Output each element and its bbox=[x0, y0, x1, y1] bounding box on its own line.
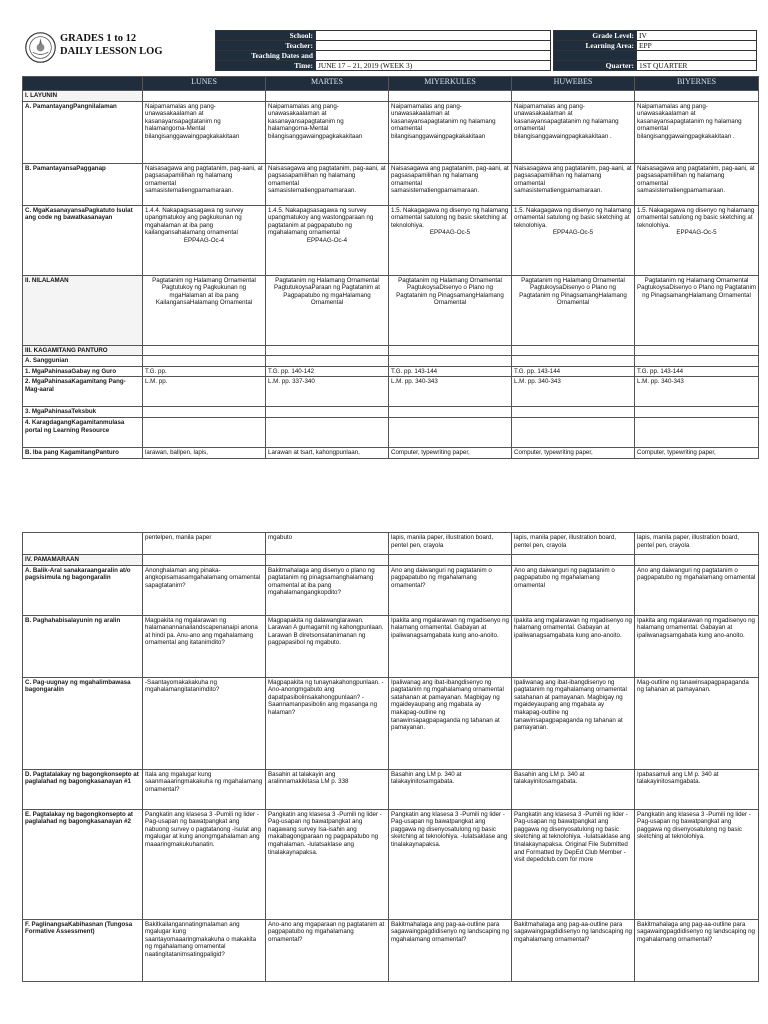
row-label: 3. MgaPahinasaTeksbuk bbox=[23, 407, 143, 418]
table-cell: Naipamamalas ang pang-unawasakaalaman at kasanayansapagtatanim ng halamangorna-Mental bilangisanggawaingpagkakakitaan bbox=[266, 101, 389, 163]
quarter-value: 1ST QUARTER bbox=[637, 61, 757, 71]
deped-seal-icon bbox=[25, 32, 56, 63]
table-row bbox=[23, 809, 759, 919]
row-label: 4. KaragdagangKagamitanmulasa portal ng Learning Resource bbox=[23, 417, 143, 447]
table-cell: Basahin ang LM p. 340 at talakayinitosamgabata. bbox=[389, 769, 512, 809]
competency-code: EPP4AG-Oc-5 bbox=[676, 229, 717, 237]
competency-code: EPP4AG-Oc-4 bbox=[183, 236, 225, 244]
table-row bbox=[23, 407, 759, 418]
table-cell: Magpapakita ng dalawanglarawan. Larawan A gumagamit ng kahongpunlaan. Larawan B diretsonsatanimanan ng pagpapasibol ng mgabuto. bbox=[266, 615, 389, 677]
table-cell: Pagtatanim ng Halamang Ornamental PagtutukoysaParaan ng Pagtatanim at Pagpapatubo ng mgaHalamang Ornamental bbox=[266, 275, 389, 345]
table-row bbox=[23, 919, 759, 981]
table-cell: Computer, typewriting paper, bbox=[635, 447, 759, 458]
table-cell: Ano ang daiwanguri ng pagtatanim o pagpapatubo ng mgahalamang ornamental bbox=[635, 565, 759, 615]
table-cell bbox=[635, 205, 759, 275]
table-cell: T.G. pp. bbox=[143, 366, 266, 377]
row-label: B. Paghahabisalayunin ng aralin bbox=[23, 615, 143, 677]
table-cell: Pangkatin ang klasesa 3 -Pumili ng lider -Pag-usapan ng bawatpangkat ang nagawang survey Isa-isahin ang makabagongparaan ng pagpapatubo ng mgahalaman. -Iulatsaklase ang tinalakaynapaksa. bbox=[266, 809, 389, 919]
table-cell: Pangkatin ang klasesa 3 -Pumili ng lider -Pag-usapan ng bawatpangkat ang nabuong survey o pagtatanong -Isulat ang mgalugar at kung anongmgahalaman ang maaaringmakukuhanatin. bbox=[143, 809, 266, 919]
table-cell: mgabuto bbox=[266, 533, 389, 555]
table-cell: Bakitkailangannatingmalaman ang mgalugar kung saantayomaaaringmakakuha o makakita ng mgahalamang ornamental naatingitatanimsatingpaligid? bbox=[143, 919, 266, 981]
table-cell: Itala ang mgalugar kung saanmaaaringmakakuha ng mgahalamang ornamental? bbox=[143, 769, 266, 809]
section-kagamitang: III. KAGAMITANG PANTURO bbox=[23, 345, 143, 356]
row-label: B. PamantayansaPagganap bbox=[23, 163, 143, 205]
table-cell: Naipamamalas ang pang-unawasakaalaman at kasanayansapagtatanim ng halamang ornamental bilangisanggawaingpagkakakitaan bbox=[389, 101, 512, 163]
table-cell: Computer, typewriting paper, bbox=[389, 447, 512, 458]
quarter-label: Quarter: bbox=[554, 61, 637, 71]
table-cell: Bakitmahalaga ang disenyo o plano ng pagtatanim ng pinagsamanghalamang ornamental at iba pang mgahalamangangkopdito? bbox=[266, 565, 389, 615]
row-label: F. PaglinangsaKabihasnan (Tungosa Formative Assessment) bbox=[23, 919, 143, 981]
table-row bbox=[23, 615, 759, 677]
school-label: School: bbox=[216, 31, 316, 41]
table-cell: Naisasagawa ang pagtatanim, pag-aani, at pagsasapamilihan ng halamang ornamental samasistematiengpamamaraan. bbox=[389, 163, 512, 205]
table-cell: Naipamamalas ang pang-unawasakaalaman at kasanayansapagtatanim ng halamang ornamental bilangisanggawaingpagkakakitaan . bbox=[635, 101, 759, 163]
table-cell bbox=[143, 205, 266, 275]
section-layunin: I. LAYUNIN bbox=[23, 91, 143, 102]
section-row bbox=[23, 345, 759, 356]
table-cell: L.M. pp. 340-343 bbox=[389, 377, 512, 407]
table-cell bbox=[389, 205, 512, 275]
row-label: C. Pag-uugnay ng mgahalimbawasa bagongaralin bbox=[23, 677, 143, 769]
table-cell bbox=[512, 205, 635, 275]
table-cell: pentelpen, manila paper bbox=[143, 533, 266, 555]
table-cell: Ipaliwanag ang ibat-ibangdisenyo ng pagtatanim ng mgahalamang ornamental satahanan at pamayanan. Magbigay ng mgaideyaupang ang mgabata ay makapag-outline ng tanawinsapagpapaganda ng tahanan at pamayanan. bbox=[389, 677, 512, 769]
table-row bbox=[23, 677, 759, 769]
table-cell: -Saantayomakakakuha ng mgahalamangitatanimdito? bbox=[143, 677, 266, 769]
header-info-left bbox=[215, 30, 551, 71]
table-cell: Pangkatin ang klasesa 3 -Pumili ng lider -Pag-usapan ng bawatpangkat ang paggawa ng disenyosatulong ng basic sketching at teknolohiya. -Iulatsaklase ang tinalakaynapaksa. Original File Submitted and Formatted by DepEd Club Member - visit depedclub.com for more bbox=[512, 809, 635, 919]
table-cell: L.M. pp. 340-343 bbox=[512, 377, 635, 407]
competency-code: EPP4AG-Oc-5 bbox=[429, 229, 471, 237]
day-miyerkules: MIYERKULES bbox=[389, 77, 512, 91]
table-cell: Ipakita ang mgalarawan ng mgadisenyo ng halamang ornamental. Gabayan at ipaliwanagsamgabata kung ano-anoito. bbox=[512, 615, 635, 677]
table-row bbox=[23, 163, 759, 205]
table-row bbox=[23, 366, 759, 377]
table-cell: Pagtatanim ng Halamang Ornamental Pagtutukoy ng Pagkukunan ng mgaHalaman at iba pang KailangansaHalamang Ornamental bbox=[143, 275, 266, 345]
competency-text: 1.5. Nakagagawa ng disenyo ng halamang ornamental satulong ng basic sketching at teknolohiya. bbox=[514, 206, 632, 229]
table-cell: T.G. pp. 140-142 bbox=[266, 366, 389, 377]
learning-area-label: Learning Area: bbox=[554, 41, 637, 51]
table-cell: T.G. pp. 143-144 bbox=[512, 366, 635, 377]
table-row bbox=[23, 533, 759, 555]
table-row bbox=[23, 565, 759, 615]
day-huwebes: HUWEBES bbox=[512, 77, 635, 91]
table-row bbox=[23, 377, 759, 407]
title-line-2: DAILY LESSON LOG bbox=[60, 46, 163, 57]
table-cell: Naipamamalas ang pang-unawasakaalaman at kasanayansapagtatanim ng halamang ornamental bilangisanggawaingpagkakakitaan . bbox=[512, 101, 635, 163]
grade-level-value: IV bbox=[637, 31, 757, 41]
table-cell: Basahin at talakayin ang aralinnamakikitasa LM p. 338 bbox=[266, 769, 389, 809]
table-cell: Ipabasamuli ang LM p. 340 at talakayinitosamgabata. bbox=[635, 769, 759, 809]
dates-value: JUNE 17 – 21, 2019 (WEEK 3) bbox=[316, 61, 551, 71]
dates-label-2: Time: bbox=[216, 61, 316, 71]
table-cell: Naisasagawa ang pagtatanim, pag-aani, at pagsasapamilihan ng halamang ornamental samasistematiengpamamaraan. bbox=[635, 163, 759, 205]
table-cell: Computer, typewriting paper, bbox=[512, 447, 635, 458]
table-cell: Pagtatanim ng Halamang Ornamental PagtukoysaDisenyo o Plano ng Pagtatanim ng PinagsamangHalamang Ornamental bbox=[512, 275, 635, 345]
title-line-1: GRADES 1 to 12 bbox=[60, 33, 137, 44]
table-row bbox=[23, 769, 759, 809]
table-cell: lapis, manila paper, illustration board, pentel pen, crayola bbox=[512, 533, 635, 555]
table-cell: Bakitmahalaga ang pag-aa-outline para sagawaingpagdidisenyo ng landscaping ng mgahalamang ornamental? bbox=[389, 919, 512, 981]
row-label: 2. MgaPahinasaKagamitang Pang- Mag-aaral bbox=[23, 377, 143, 407]
row-label: E. Pagtalakay ng bagongkonsepto at paglalahad ng bagongkasanayan #2 bbox=[23, 809, 143, 919]
competency-text: 1.5. Nakagagawa ng disenyo ng halamang ornamental satulong ng basic sketching at teknolohiya. bbox=[391, 206, 509, 229]
table-cell: Mag-outline ng tanawinsapagpapaganda ng tahanan at pamayanan. bbox=[635, 677, 759, 769]
teacher-value bbox=[316, 41, 551, 51]
competency-code: EPP4AG-Oc-4 bbox=[306, 236, 348, 244]
table-cell: L.M. pp. bbox=[143, 377, 266, 407]
table-cell: Naipamamalas ang pang-unawasakaalaman at kasanayansapagtatanim ng halamangorna-Mental bilangisanggawaingpagkakakitaan bbox=[143, 101, 266, 163]
competency-code: EPP4AG-Oc-5 bbox=[552, 229, 594, 237]
table-cell: T.G. pp. 143-144 bbox=[635, 366, 759, 377]
section-row bbox=[23, 91, 759, 102]
table-cell: L.M. pp. 337-340 bbox=[266, 377, 389, 407]
section-row bbox=[23, 555, 759, 566]
table-cell: Ipakita ang mgalarawan ng mgadisenyo ng halamang ornamental. Gabayan at ipaliwanagsamgabata kung ano-anoito. bbox=[635, 615, 759, 677]
table-cell: Anonghalaman ang pinaka-angkopisamasamgahalamang ornamental sapagtatanim? bbox=[143, 565, 266, 615]
table-cell: Ipaliwanag ang ibat-ibangdisenyo ng pagtatanim ng mgahalamang ornamental satahanan at pamayanan. Magbigay ng mgaideyaupang ang mgabata ay makapag-outline ng tanawinsapagpapaganda ng tahanan at pamayanan. bbox=[512, 677, 635, 769]
table-cell: Naisasagawa ang pagtatanim, pag-aani, at pagsasapamilihan ng halamang ornamental samasistematiengpamamaraan. bbox=[512, 163, 635, 205]
row-label: A. Balik-Aral sanakaraangaralin at/o pagsisimula ng bagongaralin bbox=[23, 565, 143, 615]
row-label: C. MgaKasanayansaPagkatuto Isulat ang code ng bawatkasanayan bbox=[23, 205, 143, 275]
day-lunes: LUNES bbox=[143, 77, 266, 91]
competency-text: 1.4.5. Nakapagsasagawa ng survey upangmatukoy ang wastongparaan ng pagtatanim at pagpapatubo ng mgahalamang ornamental bbox=[268, 206, 374, 237]
table-cell: Larawan at tsart, kahongpunlaan, bbox=[266, 447, 389, 458]
table-cell: Bakitmahalaga ang pag-aa-outline para sagawaingpagdidisenyo ng landscaping ng mgahalamang ornamental? bbox=[635, 919, 759, 981]
day-header-row bbox=[23, 77, 759, 91]
table-cell: Ano-ano ang mgaparaan ng pagtatanim at pagpapatubo ng mgahalamang ornamental? bbox=[266, 919, 389, 981]
school-value bbox=[316, 31, 551, 41]
learning-area-value: EPP bbox=[637, 41, 757, 51]
table-cell: Naisasagawa ang pagtatanim, pag-aani, at pagsasapamilihan ng halamang ornamental samasistematiengpamamaraan. bbox=[143, 163, 266, 205]
table-cell: T.G. pp. 143-144 bbox=[389, 366, 512, 377]
table-cell: larawan, ballpen, lapis, bbox=[143, 447, 266, 458]
day-martes: MARTES bbox=[266, 77, 389, 91]
table-cell: Bakitmahalaga ang pag-aa-outline para sagawaingpagdidisenyo ng landscaping ng mgahalamang ornamental? bbox=[512, 919, 635, 981]
table-cell: Pagtatanim ng Halamang Ornamental PagtukoysaDisenyo o Plano ng Pagtatanim ng PinagsamangHalamang Ornamental bbox=[389, 275, 512, 345]
dates-label-1: Teaching Dates and bbox=[216, 51, 316, 61]
table-cell: Pangkatin ang klasesa 3 -Pumili ng lider -Pag-usapan ng bawatpangkat ang paggawa ng disenyosatulong ng basic sketching at teknolohiya. bbox=[635, 809, 759, 919]
document-header bbox=[22, 28, 758, 76]
row-label: B. Iba pang KagamitangPanturo bbox=[23, 447, 143, 458]
row-label: 1. MgaPahinasaGabay ng Guro bbox=[23, 366, 143, 377]
table-cell: Naisasagawa ang pagtatanim, pag-aani, at pagsasapamilihan ng halamang ornamental samasistematiengpamamaraan. bbox=[266, 163, 389, 205]
table-cell: Ano ang daiwanguri ng pagtatanim o pagpapatubo ng mgahalamang ornamental bbox=[512, 565, 635, 615]
grade-level-label: Grade Level: bbox=[554, 31, 637, 41]
teacher-label: Teacher: bbox=[216, 41, 316, 51]
table-row bbox=[23, 101, 759, 163]
section-sanggunian: A. Sanggunian bbox=[23, 356, 143, 367]
competency-text: 1.5. Nakagagawa ng disenyo ng halamang ornamental satulong ng basic sketching at teknolohiya. bbox=[637, 206, 755, 229]
section-row bbox=[23, 356, 759, 367]
lesson-log-table-page2 bbox=[22, 532, 759, 982]
section-nilalaman: II. NILALAMAN bbox=[23, 275, 143, 345]
lesson-log-table-page1 bbox=[22, 76, 759, 459]
header-info-right bbox=[553, 30, 757, 71]
table-cell: lapis, manila paper, illustration board, pentel pen, crayola bbox=[389, 533, 512, 555]
table-cell: Pangkatin ang klasesa 3 -Pumili ng lider -Pag-usapan ng bawatpangkat ang paggawa ng disenyosatulong ng basic sketching at teknolohiya. -Iulatsaklase ang tinalakaynapaksa. bbox=[389, 809, 512, 919]
section-pamamaraan: IV. PAMAMARAAN bbox=[23, 555, 143, 566]
table-row bbox=[23, 417, 759, 447]
table-cell: Magpakita ng mgalarawan ng halamanannanailandscapenanaipi anona at hindi pa. Anu-ano ang mgahalamang ornamental ang itatanimdito? bbox=[143, 615, 266, 677]
table-cell: Basahin ang LM p. 340 at talakayinitosamgabata. bbox=[512, 769, 635, 809]
table-cell: Pagtatanim ng Halamang Ornamental PagtukoysaDisenyo o Plano ng Pagtatanim ng PinagsamangHalamang Ornamental bbox=[635, 275, 759, 345]
table-row bbox=[23, 275, 759, 345]
day-biyernes: BIYERNES bbox=[635, 77, 759, 91]
table-cell: Ipakita ang mgalarawan ng mgadisenyo ng halamang ornamental. Gabayan at ipaliwanagsamgabata kung ano-anoito. bbox=[389, 615, 512, 677]
table-row bbox=[23, 447, 759, 458]
row-label: A. PamantayangPangnilalaman bbox=[23, 101, 143, 163]
competency-text: 1.4.4. Nakapagsasagawa ng survey upangmatukoy ang pagkukunan ng mgahalaman at iba pang kailangansahalamang ornamental bbox=[145, 206, 244, 237]
table-row bbox=[23, 205, 759, 275]
table-cell: L.M. pp. 340-343 bbox=[635, 377, 759, 407]
row-label: D. Pagtatalakay ng bagongkonsepto at paglalahad ng bagongkasanayan #1 bbox=[23, 769, 143, 809]
table-cell: Magpapakita ng tunaynakahongpunlaan. -Ano-anongmgabuto ang dapatpasibolinsakahongpunlaan? -Saannamanpasibolin ang mgasanga ng halaman? bbox=[266, 677, 389, 769]
table-cell: Ano ang daiwanguri ng pagtatanim o pagpapatubo ng mgahalamang ornamental? bbox=[389, 565, 512, 615]
table-cell bbox=[266, 205, 389, 275]
table-cell: lapis, manila paper, illustration board, pentel pen, crayola bbox=[635, 533, 759, 555]
